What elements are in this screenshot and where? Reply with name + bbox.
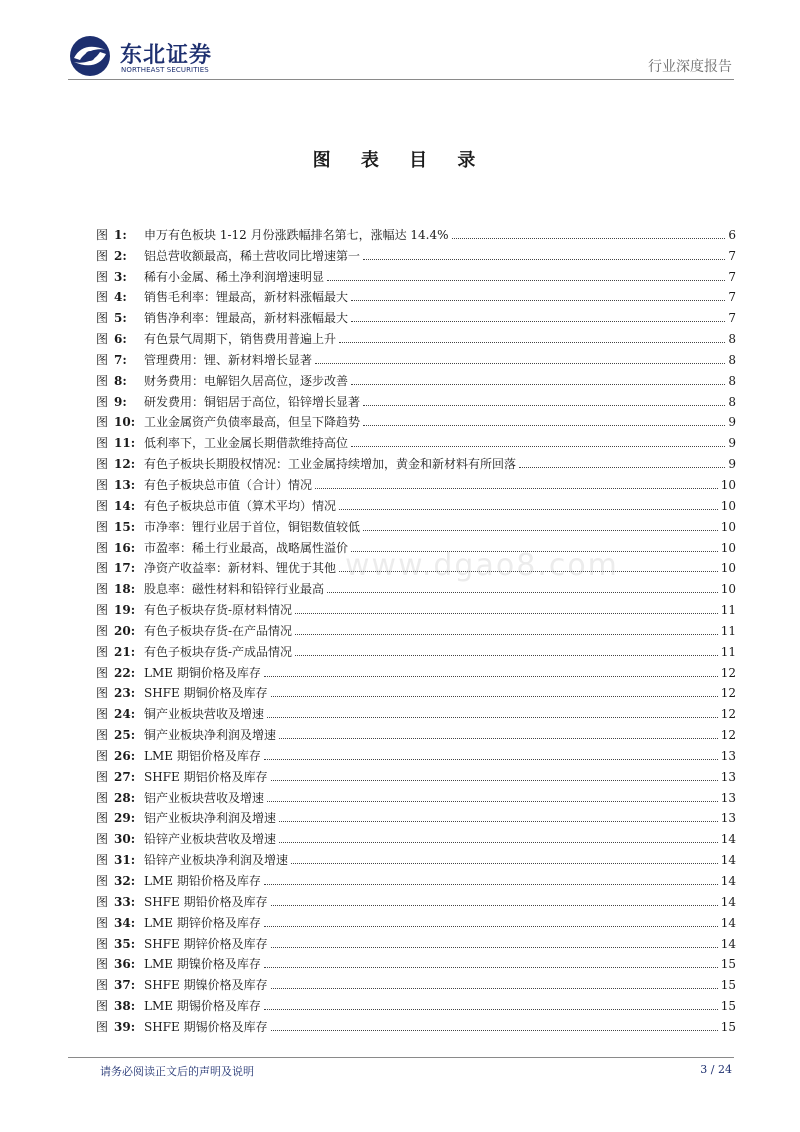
toc-entry-page: 7 [728,290,736,305]
toc-entry-number: 26: [114,748,136,763]
toc-entry-leader [271,905,718,906]
toc-entry-prefix: 图 [96,811,109,826]
toc-entry-title: LME 期铜价格及库存 [144,665,261,680]
toc-entry-prefix: 图 [96,311,109,326]
toc-entry-number: 19: [114,603,136,618]
toc-entry-page: 7 [728,311,736,326]
toc-entry-prefix: 图 [96,269,109,284]
toc-entry-leader [264,759,718,760]
toc-entry-number: 11: [114,436,136,451]
toc-entry[interactable] [96,492,736,513]
toc-entry-page: 7 [728,269,736,284]
toc-entry-number: 28: [114,790,136,805]
toc-entry-leader [279,842,718,843]
toc-entry-number: 7: [114,352,127,367]
toc-entry-number: 20: [114,623,136,638]
toc-entry-title: 铅锌产业板块营收及增速 [144,832,277,847]
toc-entry-prefix: 图 [96,874,109,888]
toc-entry-leader [327,592,718,593]
toc-entry-title: 财务费用：电解铝久居高位，逐步改善 [144,373,349,388]
toc-entry-prefix: 图 [96,686,109,701]
footer-divider [68,1057,734,1058]
toc-entry-prefix: 图 [96,373,109,388]
toc-entry-page: 14 [720,832,736,847]
toc-entry-page: 10 [720,540,736,555]
toc-entry-prefix: 图 [96,832,109,847]
toc-entry-prefix: 图 [96,561,109,576]
toc-entry-title: 铝产业板块营收及增速 [144,790,265,805]
toc-entry-prefix: 图 [96,936,109,951]
footer-disclaimer: 请务必阅读正文后的声明及说明 [100,1065,254,1078]
toc-entry-number: 15: [114,519,136,534]
toc-entry[interactable] [96,617,736,638]
toc-entry-prefix: 图 [96,582,109,597]
toc-entry-leader [315,363,725,364]
toc-entry-prefix: 图 [96,415,109,430]
toc-entry-leader [271,988,718,989]
toc-entry-number: 14: [114,498,136,513]
toc-entry-page: 9 [728,415,736,430]
toc-entry-page: 7 [728,248,736,263]
toc-entry-page: 13 [720,769,736,784]
toc-entry-page: 10 [720,477,736,492]
toc-entry-number: 9: [114,394,127,409]
toc-entry[interactable] [96,221,736,242]
toc-entry-title: LME 期铝价格及库存 [144,748,261,763]
toc-entry-title: 研发费用：铜铝居于高位，铅锌增长显著 [144,394,361,409]
toc-entry-page: 6 [728,227,736,242]
toc-entry-page: 12 [720,665,736,680]
toc-entry-number: 38: [114,999,136,1014]
page-number: 3 / 24 [700,1063,732,1076]
toc-entry[interactable] [96,242,736,263]
toc-entry-leader [271,780,718,781]
toc-entry-page: 10 [720,561,736,576]
toc-entry-title: 铝产业板块净利润及增速 [144,811,277,826]
toc-entry[interactable] [96,846,736,867]
toc-entry-leader [295,613,718,614]
toc-entry-title: 稀有小金属、稀土净利润增速明显 [144,269,325,284]
toc-entry-number: 25: [114,728,136,743]
toc-entry-number: 12: [114,457,136,472]
toc-entry-page: 12 [720,686,736,701]
toc-entry-leader [315,488,718,489]
toc-entry[interactable] [96,784,736,805]
toc-entry[interactable] [96,721,736,742]
toc-entry-number: 30: [114,832,136,847]
toc-entry-prefix: 图 [96,957,109,972]
toc-entry-page: 10 [720,519,736,534]
toc-entry-title: 申万有色板块 1-12 月份涨跌幅排名第七，涨幅达 14.4% [144,227,449,242]
toc-entry-leader [339,571,718,572]
toc-entry-page: 8 [728,332,736,347]
toc-entry-leader [327,280,725,281]
toc-entry[interactable] [96,534,736,555]
toc-entry-title: 销售毛利率：锂最高，新材料涨幅最大 [144,290,349,305]
toc-entry-leader [271,947,718,948]
toc-entry-prefix: 图 [96,623,109,638]
toc-entry-prefix: 图 [96,790,109,805]
toc-entry-title: LME 期镍价格及库存 [144,957,261,972]
northeast-securities-logo-icon [68,34,112,78]
toc-entry-number: 22: [114,665,136,680]
watermark-text: www.dgao8.com [345,548,619,583]
toc-entry[interactable] [96,575,736,596]
toc-entry-page: 10 [720,582,736,597]
toc-entry[interactable] [96,992,736,1013]
toc-entry-prefix: 图 [96,665,109,680]
toc-entry[interactable] [96,867,736,888]
toc-entry-page: 8 [728,394,736,409]
toc-entry-title: LME 期锡价格及库存 [144,999,261,1014]
toc-entry-title: SHFE 期锌价格及库存 [144,936,268,951]
toc-entry[interactable] [96,304,736,325]
toc-entry-number: 33: [114,894,136,909]
toc-entry-prefix: 图 [96,332,109,347]
toc-entry-number: 34: [114,915,136,930]
toc-entry-number: 24: [114,707,136,722]
toc-entry-title: 有色景气周期下，销售费用普遍上升 [144,332,337,347]
toc-entry-title: 低利率下，工业金属长期借款维持高位 [144,436,349,451]
toc-entry-title: 有色子板块存货-原材料情况 [144,603,293,618]
toc-entry-page: 13 [720,748,736,763]
toc-entry-page: 15 [720,999,736,1014]
toc-entry-leader [264,884,718,885]
toc-entry-title: 管理费用：锂、新材料增长显著 [144,352,313,367]
toc-entry-page: 14 [720,936,736,951]
toc-entry-number: 6: [114,332,127,347]
toc-entry-title: LME 期锌价格及库存 [144,915,261,930]
toc-entry[interactable] [96,471,736,492]
toc-entry-page: 11 [720,644,736,659]
toc-entry[interactable] [96,888,736,909]
toc-entry-title: 净资产收益率：新材料、锂优于其他 [144,561,337,576]
toc-entry[interactable] [96,763,736,784]
toc-entry-page: 14 [720,874,736,888]
toc-entry-prefix: 图 [96,227,109,242]
toc-title: 图 表 目 录 [312,150,488,171]
toc-entry-title: SHFE 期铜价格及库存 [144,686,268,701]
toc-entry-number: 10: [114,415,136,430]
page-header [0,0,800,86]
toc-entry-leader [351,300,725,301]
toc-entry-number: 35: [114,936,136,951]
toc-entry-prefix: 图 [96,853,109,868]
toc-entry-leader [271,1030,718,1031]
toc-entry[interactable] [96,388,736,409]
toc-entry-prefix: 图 [96,457,109,472]
toc-entry-leader [351,384,725,385]
toc-entry[interactable] [96,513,736,534]
toc-entry-title: SHFE 期锡价格及库存 [144,1019,268,1034]
toc-entry-leader [279,821,718,822]
toc-entry[interactable] [96,450,736,471]
toc-entry-prefix: 图 [96,290,109,305]
toc-entry-prefix: 图 [96,436,109,451]
toc-entry-number: 17: [114,561,136,576]
toc-entry-leader [267,801,718,802]
toc-entry[interactable] [96,284,736,305]
toc-entry-prefix: 图 [96,915,109,930]
toc-entry-page: 15 [720,978,736,993]
toc-entry-title: SHFE 期镍价格及库存 [144,978,268,993]
toc-entry[interactable] [96,825,736,846]
brand-name-en: NORTHEAST SECURITIES [121,66,209,74]
toc-entry-prefix: 图 [96,644,109,659]
toc-entry-leader [351,551,718,552]
toc-entry-page: 10 [720,498,736,513]
toc-entry-page: 9 [728,457,736,472]
toc-entry-page: 14 [720,894,736,909]
toc-entry-title: 有色子板块总市值（合计）情况 [144,477,313,492]
toc-entry[interactable] [96,951,736,972]
toc-entry-prefix: 图 [96,1019,109,1034]
toc-entry[interactable] [96,367,736,388]
toc-entry-title: 有色子板块存货-产成品情况 [144,644,293,659]
toc-entry-leader [264,926,718,927]
toc-entry-page: 12 [720,728,736,743]
toc-entry-leader [295,634,718,635]
toc-entry-number: 23: [114,686,136,701]
toc-entry-prefix: 图 [96,769,109,784]
toc-entry-leader [267,717,718,718]
toc-entry-title: 有色子板块存货-在产品情况 [144,623,293,638]
toc-entry-number: 31: [114,853,136,868]
toc-entry-prefix: 图 [96,519,109,534]
toc-entry-prefix: 图 [96,248,109,263]
toc-entry-page: 12 [720,707,736,722]
toc-entry-prefix: 图 [96,540,109,555]
toc-entry[interactable] [96,659,736,680]
toc-entry[interactable] [96,1013,736,1034]
toc-entry[interactable] [96,680,736,701]
brand-name-cn: 东北证券 [120,43,213,68]
toc-entry-title: 铜产业板块净利润及增速 [144,728,277,743]
header-divider [68,79,734,80]
toc-entry-title: SHFE 期铅价格及库存 [144,894,268,909]
toc-entry-leader [295,655,718,656]
toc-entry[interactable] [96,700,736,721]
toc-entry-prefix: 图 [96,748,109,763]
toc-entry-number: 3: [114,269,127,284]
toc-entry-leader [279,738,718,739]
toc-entry-number: 18: [114,582,136,597]
toc-entry[interactable] [96,555,736,576]
toc-entry-number: 29: [114,811,136,826]
toc-entry-title: 股息率：磁性材料和铅锌行业最高 [144,582,325,597]
toc-entry-prefix: 图 [96,707,109,722]
toc-entry[interactable] [96,429,736,450]
toc-entry[interactable] [96,325,736,346]
toc-entry-leader [264,676,718,677]
toc-entry-number: 2: [114,248,127,263]
toc-entry[interactable] [96,638,736,659]
toc-entry-number: 1: [114,227,127,242]
toc-entry-title: LME 期铅价格及库存 [144,874,261,888]
toc-entry-page: 15 [720,957,736,972]
toc-entry-leader [363,530,718,531]
toc-entry-number: 37: [114,978,136,993]
toc-entry-title: 有色子板块总市值（算术平均）情况 [144,498,337,513]
toc-entry-page: 8 [728,373,736,388]
report-type-label: 行业深度报告 [648,59,732,75]
toc-entry-prefix: 图 [96,498,109,513]
toc-entry[interactable] [96,742,736,763]
toc-entry[interactable] [96,930,736,951]
toc-entry-prefix: 图 [96,978,109,993]
toc-entry-leader [264,967,718,968]
toc-entry-page: 14 [720,853,736,868]
toc-entry[interactable] [96,805,736,826]
toc-entry-prefix: 图 [96,352,109,367]
toc-entry[interactable] [96,263,736,284]
toc-entry-prefix: 图 [96,728,109,743]
toc-entry-prefix: 图 [96,603,109,618]
toc-entry-prefix: 图 [96,394,109,409]
toc-entry-page: 11 [720,603,736,618]
toc-entry-page: 14 [720,915,736,930]
toc-entry[interactable] [96,971,736,992]
toc-entry[interactable] [96,909,736,930]
toc-entry-leader [339,509,718,510]
toc-entry-page: 9 [728,436,736,451]
toc-entry-leader [351,446,725,447]
toc-entry-page: 11 [720,623,736,638]
toc-entry-title: 工业金属资产负债率最高，但呈下降趋势 [144,415,361,430]
toc-entry[interactable] [96,409,736,430]
toc-entry-number: 27: [114,769,136,784]
toc-entry-number: 5: [114,311,127,326]
toc-entry-number: 4: [114,290,127,305]
toc-entry-title: 铝总营收额最高，稀土营收同比增速第一 [144,248,361,263]
toc-entry-leader [452,238,726,239]
toc-entry-number: 16: [114,540,136,555]
toc-entry-page: 13 [720,790,736,805]
toc-entry-title: 市盈率：稀土行业最高，战略属性溢价 [144,540,349,555]
toc-entry-title: 销售净利率：锂最高，新材料涨幅最大 [144,311,349,326]
toc-entry-number: 13: [114,477,136,492]
toc-entry-number: 39: [114,1019,136,1034]
toc-entry-page: 15 [720,1019,736,1034]
table-of-figures [96,221,736,1034]
toc-entry[interactable] [96,346,736,367]
toc-entry-title: 有色子板块长期股权情况：工业金属持续增加，黄金和新材料有所回落 [144,457,517,472]
toc-entry-page: 8 [728,352,736,367]
toc-entry-prefix: 图 [96,999,109,1014]
toc-entry-leader [363,259,725,260]
toc-entry-prefix: 图 [96,894,109,909]
toc-entry-title: 铅锌产业板块净利润及增速 [144,853,289,868]
toc-entry-leader [519,467,725,468]
toc-entry-prefix: 图 [96,477,109,492]
toc-entry-leader [264,1009,718,1010]
toc-entry-leader [351,321,725,322]
toc-entry-title: 市净率：锂行业居于首位，铜铝数值较低 [144,519,361,534]
toc-entry-title: 铜产业板块营收及增速 [144,707,265,722]
toc-entry-number: 21: [114,644,136,659]
toc-entry-leader [363,405,725,406]
toc-entry-title: SHFE 期铝价格及库存 [144,769,268,784]
toc-entry-leader [339,342,725,343]
toc-entry[interactable] [96,596,736,617]
toc-entry-number: 36: [114,957,136,972]
toc-entry-number: 32: [114,874,136,888]
toc-entry-leader [363,425,725,426]
toc-entry-page: 13 [720,811,736,826]
toc-entry-number: 8: [114,373,127,388]
toc-entry-leader [271,696,718,697]
toc-entry-leader [291,863,718,864]
